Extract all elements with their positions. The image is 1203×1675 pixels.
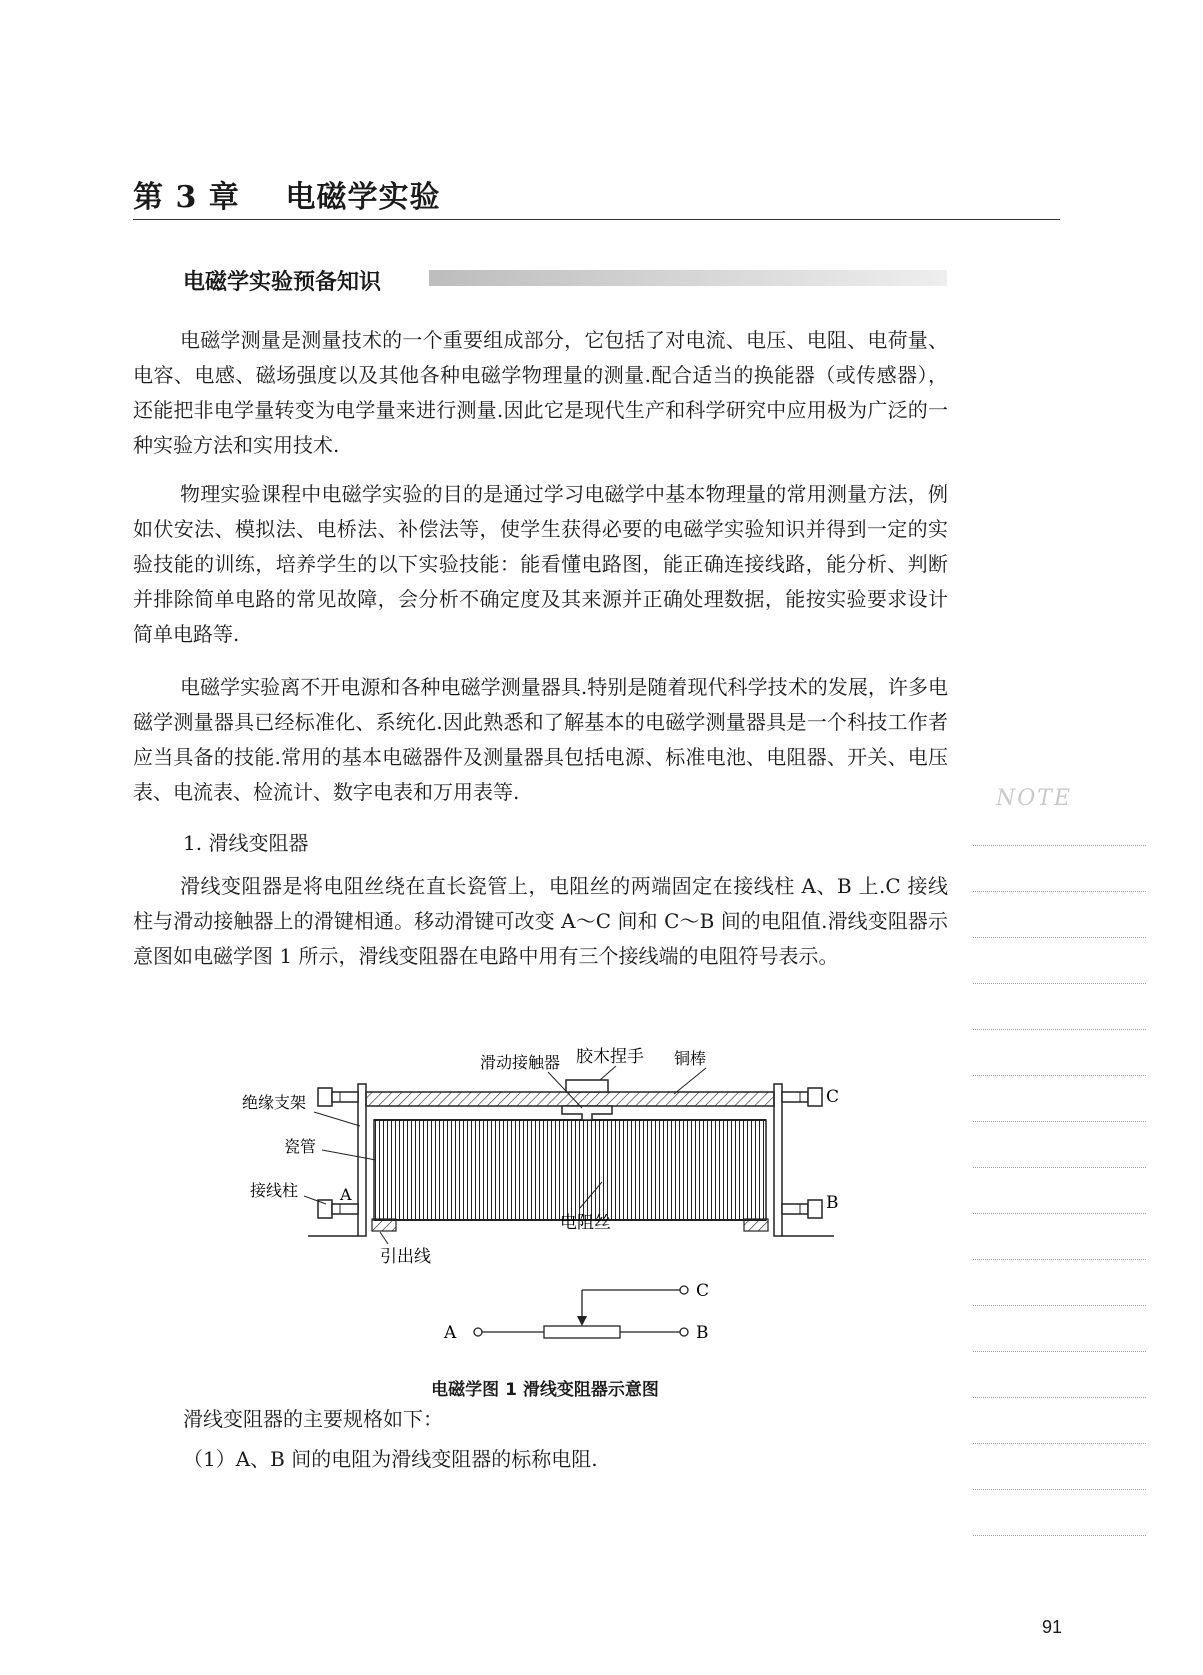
label-slider: 滑动接触器 [480, 1053, 561, 1072]
note-line [973, 1213, 1146, 1214]
rheostat-symbol [443, 1281, 709, 1343]
right-bracket [774, 1084, 782, 1236]
note-line [973, 1075, 1146, 1076]
terminal-left-top [318, 1088, 358, 1106]
paragraph-2: 物理实验课程中电磁学实验的目的是通过学习电磁学中基本物理量的常用测量方法，例如伏安法、模拟法、电桥法、补偿法等，使学生获得必要的电磁学实验知识并得到一定的实验技能的训练，培养学生的以下实验技能：能看懂电路图，能正确连接线路，能分析、判断并排除简单电路的常见故障，会分析不确定度及其来源并正确处理数据，能按实验要求设计简单电路等. [133, 482, 948, 646]
terminal-a [318, 1200, 358, 1218]
note-line [973, 1305, 1146, 1306]
note-line [973, 983, 1146, 984]
note-line [973, 1259, 1146, 1260]
note-line [973, 1351, 1146, 1352]
symbol-node-c [680, 1286, 688, 1294]
note-line [973, 1167, 1146, 1168]
terminal-right-top [782, 1088, 822, 1106]
label-bracket: 绝缘支架 [242, 1093, 307, 1112]
left-lead [372, 1219, 396, 1231]
note-line [973, 891, 1146, 892]
sliding-contact [562, 1106, 612, 1120]
label-handle: 胶木捏手 [576, 1047, 644, 1067]
note-line [973, 1535, 1146, 1536]
chapter-rule [133, 219, 1060, 220]
note-line [973, 1029, 1146, 1030]
terminal-b [782, 1200, 822, 1218]
symbol-label-a: A [444, 1323, 457, 1343]
label-rod: 铜棒 [674, 1049, 707, 1068]
symbol-label-b: B [696, 1323, 709, 1343]
symbol-resistor [544, 1326, 620, 1338]
label-b: B [826, 1193, 839, 1213]
note-line [973, 937, 1146, 938]
symbol-arrow [577, 1316, 587, 1326]
page-number: 91 [1042, 1617, 1063, 1637]
bakelite-handle [566, 1080, 608, 1092]
section-heading: 电磁学实验预备知识 [183, 270, 382, 295]
label-wire: 电阻丝 [560, 1213, 611, 1233]
spec-intro: 滑线变阻器的主要规格如下： [183, 1407, 443, 1431]
label-lead: 引出线 [380, 1247, 431, 1267]
label-terminal: 接线柱 [250, 1181, 299, 1200]
symbol-node-b [680, 1328, 688, 1336]
figure-caption: 电磁学图 1 滑线变阻器示意图 [431, 1380, 659, 1400]
symbol-node-a [474, 1328, 482, 1336]
spec-item-1: （1）A、B 间的电阻为滑线变阻器的标称电阻. [183, 1447, 598, 1471]
rheostat-diagram [230, 1036, 870, 1372]
note-line [973, 1443, 1146, 1444]
item-title-rheostat: 1. 滑线变阻器 [183, 831, 309, 855]
paragraph-1: 电磁学测量是测量技术的一个重要组成部分，它包括了对电流、电压、电阻、电荷量、电容、电感、磁场强度以及其他各种电磁学物理量的测量.配合适当的换能器（或传感器），还能把非电学量转变为电学量来进行测量.因此它是现代生产和科学研究中应用极为广泛的一种实验方法和实用技术. [133, 328, 948, 457]
label-a: A [340, 1185, 352, 1204]
copper-rod [366, 1092, 774, 1106]
note-label: NOTE [996, 786, 1073, 811]
right-lead [744, 1219, 768, 1231]
symbol-label-c: C [696, 1281, 710, 1301]
label-tube: 瓷管 [284, 1137, 317, 1156]
note-line [973, 845, 1146, 846]
paragraph-rheostat: 滑线变阻器是将电阻丝绕在直长瓷管上，电阻丝的两端固定在接线柱 A、B 上.C 接线柱与滑动接触器上的滑键相通。移动滑键可改变 A～C 间和 C～B 间的电阻值.滑线变阻器示意图如电磁学图 1 所示，滑线变阻器在电路中用有三个接线端的电阻符号表示。 [133, 874, 948, 968]
rheostat-figure [230, 1036, 870, 1372]
left-bracket [358, 1084, 366, 1236]
ceramic-tube [374, 1120, 766, 1220]
paragraph-3: 电磁学实验离不开电源和各种电磁学测量器具.特别是随着现代科学技术的发展，许多电磁学测量器具已经标准化、系统化.因此熟悉和了解基本的电磁学测量器具是一个科技工作者应当具备的技能.常用的基本电磁器件及测量器具包括电源、标准电池、电阻器、开关、电压表、电流表、检流计、数字电表和万用表等. [133, 675, 948, 804]
note-line [973, 1121, 1146, 1122]
note-line [973, 1397, 1146, 1398]
note-line [973, 1489, 1146, 1490]
chapter-title: 第 3 章 电磁学实验 [133, 180, 441, 215]
section-heading-bar [429, 270, 947, 286]
label-c: C [826, 1087, 840, 1107]
